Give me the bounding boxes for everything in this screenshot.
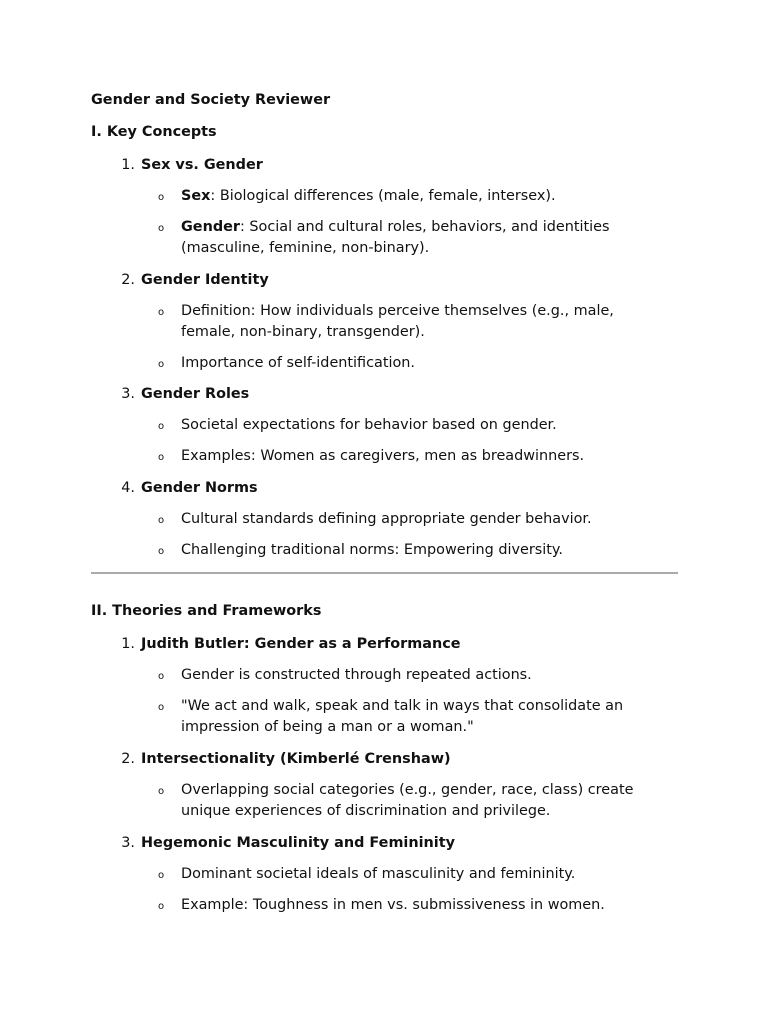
hollow-bullet-icon: o: [158, 515, 165, 526]
list-item: [112, 864, 672, 885]
list-item: [112, 415, 672, 436]
hollow-bullet-icon: o: [158, 546, 165, 557]
topic-number: 2 .: [112, 749, 135, 769]
list-item-text: "We act and walk, speak and talk in ways that consolidate an impression of being a man or a woman.": [181, 698, 624, 735]
term-label: Sex: [181, 188, 211, 204]
topic-title: Gender Roles: [141, 386, 250, 402]
hollow-bullet-icon: o: [158, 702, 165, 713]
list-item-text: Challenging traditional norms: Empowering diversity.: [181, 542, 563, 558]
list-item-text: Overlapping social categories (e.g., gender, race, class) create unique experiences of discrimination and privilege.: [181, 782, 634, 819]
list-item: [112, 353, 672, 374]
list-item-text: Importance of self-identification.: [181, 355, 415, 371]
topic-title: Sex vs. Gender: [141, 157, 263, 173]
topic-intersectionality: [112, 749, 672, 822]
topic-title: Gender Identity: [141, 272, 269, 288]
list-item: [112, 696, 672, 738]
hollow-bullet-icon: o: [158, 671, 165, 682]
term-definition: : Social and cultural roles, behaviors, and identities (masculine, feminine, non-binary).: [181, 219, 610, 256]
list-item: [112, 217, 672, 259]
hollow-bullet-icon: o: [158, 421, 165, 432]
list-item: [112, 540, 672, 561]
topic-title: Gender Norms: [141, 480, 258, 496]
section-heading-theories: II. Theories and Frameworks: [91, 603, 322, 619]
hollow-bullet-icon: o: [158, 452, 165, 463]
list-item-text: Examples: Women as caregivers, men as breadwinners.: [181, 448, 585, 464]
hollow-bullet-icon: o: [158, 307, 165, 318]
topic-title: Judith Butler: Gender as a Performance: [141, 636, 461, 652]
topic-gender-roles: [112, 384, 672, 467]
horizontal-divider: [91, 572, 678, 574]
list-item: [112, 509, 672, 530]
topic-number: 1 .: [112, 634, 135, 654]
hollow-bullet-icon: o: [158, 192, 165, 203]
topic-gender-norms: [112, 478, 672, 561]
hollow-bullet-icon: o: [158, 223, 165, 234]
list-item: [112, 895, 672, 916]
topic-number: 4 .: [112, 478, 135, 498]
list-item-text: Cultural standards defining appropriate gender behavior.: [181, 511, 592, 527]
topic-number: 2 .: [112, 270, 135, 290]
list-item-text: Gender is constructed through repeated actions.: [181, 667, 532, 683]
topic-hegemonic-masculinity: [112, 833, 672, 916]
hollow-bullet-icon: o: [158, 870, 165, 881]
topic-number: 3 .: [112, 384, 135, 404]
document-title: Gender and Society Reviewer: [91, 92, 331, 108]
topic-gender-identity: [112, 270, 672, 374]
topic-number: 3 .: [112, 833, 135, 853]
topic-judith-butler: [112, 634, 672, 738]
list-item: [112, 301, 672, 343]
topic-number: 1 .: [112, 155, 135, 175]
list-item: [112, 780, 672, 822]
section-heading-key-concepts: I. Key Concepts: [91, 124, 217, 140]
list-item: [112, 186, 672, 207]
topic-title: Hegemonic Masculinity and Femininity: [141, 835, 455, 851]
list-item: [112, 446, 672, 467]
topic-title: Intersectionality (Kimberlé Crenshaw): [141, 751, 451, 767]
list-item: [112, 665, 672, 686]
hollow-bullet-icon: o: [158, 359, 165, 370]
topic-sex-vs-gender: [112, 155, 672, 259]
term-label: Gender: [181, 219, 240, 235]
hollow-bullet-icon: o: [158, 786, 165, 797]
hollow-bullet-icon: o: [158, 901, 165, 912]
list-item-text: Societal expectations for behavior based on gender.: [181, 417, 557, 433]
list-item-text: Dominant societal ideals of masculinity and femininity.: [181, 866, 576, 882]
list-item-text: Definition: How individuals perceive themselves (e.g., male, female, non-binary, transgender).: [181, 303, 614, 340]
list-item-text: Example: Toughness in men vs. submissiveness in women.: [181, 897, 605, 913]
term-definition: : Biological differences (male, female, intersex).: [210, 188, 556, 204]
